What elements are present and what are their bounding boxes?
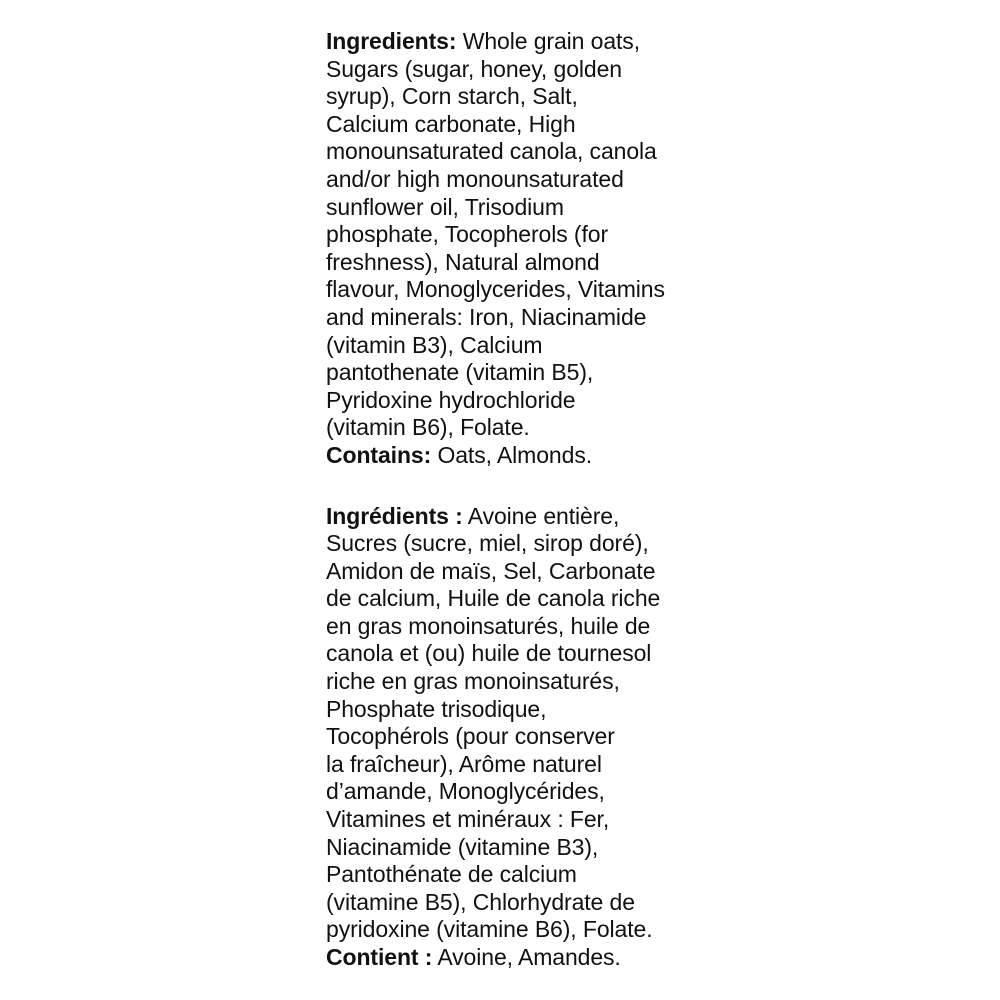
french-contains-line [326, 944, 700, 972]
english-ingredients-line: pantothenate (vitamin B5), [326, 359, 594, 386]
ingredients-label-panel [326, 28, 700, 972]
french-contains-heading: Contient : [326, 944, 433, 970]
french-ingredients-line: canola et (ou) huile de tournesol [326, 640, 652, 667]
english-ingredients-line: flavour, Monoglycerides, Vitamins [326, 276, 665, 303]
french-ingredients-block [326, 503, 700, 972]
french-ingredients-line: (vitamine B5), Chlorhydrate de [326, 888, 635, 915]
french-ingredients-line: en gras monoinsaturés, huile de [326, 612, 651, 639]
french-ingredients-line: Amidon de maïs, Sel, Carbonate [326, 557, 656, 584]
english-ingredients-line: (vitamin B3), Calcium [326, 331, 543, 358]
english-ingredients-line: and/or high monounsaturated [326, 165, 624, 192]
english-ingredients-text: Whole grain oats, [456, 28, 640, 54]
english-ingredients-line: monounsaturated canola, canola [326, 138, 657, 165]
french-ingredients-line: pyridoxine (vitamine B6), Folate. [326, 916, 653, 943]
french-ingredients-text: Avoine entière, [462, 502, 620, 529]
french-ingredients-line: riche en gras monoinsaturés, [326, 668, 620, 695]
french-ingredients-line: Niacinamide (vitamine B3), [326, 833, 599, 860]
french-ingredients-heading: Ingrédients : [326, 502, 463, 529]
french-ingredients-line: d’amande, Monoglycérides, [326, 778, 605, 805]
english-ingredients-heading: Ingredients: [326, 28, 457, 54]
french-ingredients-line: Tocophérols (pour conserver [326, 723, 615, 750]
section-spacer [326, 470, 700, 503]
english-ingredients-line: phosphate, Tocopherols (for [326, 221, 609, 248]
english-ingredients-line: Pyridoxine hydrochloride [326, 386, 576, 413]
english-ingredients-line: syrup), Corn starch, Salt, [326, 83, 578, 110]
english-ingredients-line: (vitamin B6), Folate. [326, 414, 530, 441]
french-ingredients-line: de calcium, Huile de canola riche [326, 585, 661, 612]
french-contains-text: Avoine, Amandes. [432, 944, 621, 970]
english-ingredients-line: sunflower oil, Trisodium [326, 193, 564, 220]
french-ingredients-line: Phosphate trisodique, [326, 695, 547, 722]
english-contains-text: Oats, Almonds. [431, 441, 593, 468]
english-ingredients-line [326, 28, 700, 56]
english-contains-heading: Contains: [326, 441, 432, 468]
english-ingredients-line: and minerals: Iron, Niacinamide [326, 303, 647, 330]
english-ingredients-block [326, 28, 700, 470]
english-ingredients-line: freshness), Natural almond [326, 248, 600, 275]
french-ingredients-line: Pantothénate de calcium [326, 861, 577, 888]
french-ingredients-line: Sucres (sucre, miel, sirop doré), [326, 530, 649, 557]
french-ingredients-line: la fraîcheur), Arôme naturel [326, 750, 602, 777]
english-ingredients-line: Calcium carbonate, High [326, 110, 576, 137]
french-ingredients-line: Vitamines et minéraux : Fer, [326, 806, 610, 833]
french-ingredients-line [326, 503, 700, 531]
english-ingredients-line: Sugars (sugar, honey, golden [326, 55, 622, 82]
english-contains-line [326, 442, 700, 470]
